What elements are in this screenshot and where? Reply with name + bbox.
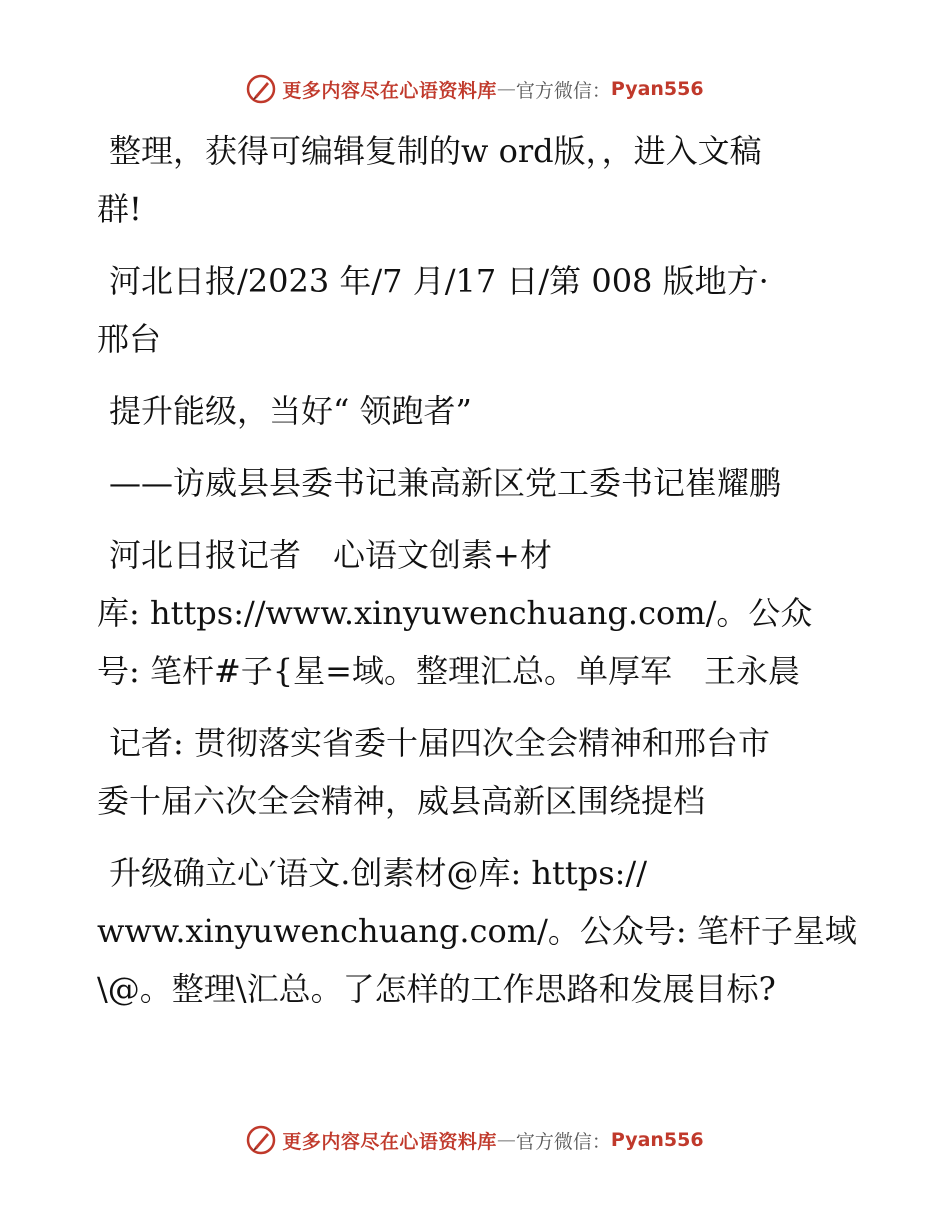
text-line: 升级确立心′语文.创素材@库: https://: [109, 854, 647, 892]
paragraph-headline: [97, 382, 837, 440]
watermark-separator: —: [496, 1129, 516, 1151]
text-line: 号: 笔杆#子{星=域。整理汇总。单厚军 王永晨: [97, 652, 800, 690]
watermark-wechat-label: 官方微信：: [515, 79, 611, 102]
text-line: www.xinyuwenchuang.com/。公众号: 笔杆子星域: [97, 912, 857, 950]
paragraph-byline: [97, 526, 837, 700]
text-line: \@。整理\汇总。了怎样的工作思路和发展目标?: [97, 970, 776, 1008]
quill-logo-icon: [246, 1125, 276, 1155]
paragraph-source: [97, 252, 837, 368]
quill-logo-icon: [246, 74, 276, 104]
document-body: [97, 122, 857, 1018]
paragraph-subtitle: [97, 454, 837, 512]
watermark-wechat-id: Pyan556: [610, 1129, 704, 1151]
text-line: 河北日报记者 心语文创素+材: [109, 536, 552, 574]
article-subtitle: ——访威县县委书记兼高新区党工委书记崔耀鹏: [109, 464, 782, 502]
text-line: 记者: 贯彻落实省委十届四次全会精神和邢台市: [109, 724, 770, 762]
watermark-wechat-id: Pyan556: [610, 78, 704, 100]
text-line: 委十届六次全会精神，威县高新区围绕提档: [97, 782, 706, 820]
text-line: 整理，获得可编辑复制的w ord版，，进入文稿: [109, 132, 762, 170]
watermark-main-text: 更多内容尽在心语资料库: [282, 79, 497, 102]
paragraph-intro: [97, 122, 837, 238]
watermark-wechat-label: 官方微信：: [515, 1130, 611, 1153]
header-watermark: [0, 69, 950, 109]
text-line: 河北日报/2023 年/7 月/17 日/第 008 版地方·: [109, 262, 769, 300]
text-line: 库: https://www.xinyuwenchuang.com/。公众: [97, 594, 813, 632]
footer-watermark: [0, 1120, 950, 1160]
watermark-main-text: 更多内容尽在心语资料库: [282, 1130, 497, 1153]
article-title: 提升能级，当好“ 领跑者”: [109, 392, 472, 430]
text-line: 群!: [97, 190, 142, 228]
paragraph-question-2: [97, 844, 857, 1018]
paragraph-question-1: [97, 714, 837, 830]
text-line: 邢台: [97, 320, 162, 358]
watermark-separator: —: [496, 78, 516, 100]
